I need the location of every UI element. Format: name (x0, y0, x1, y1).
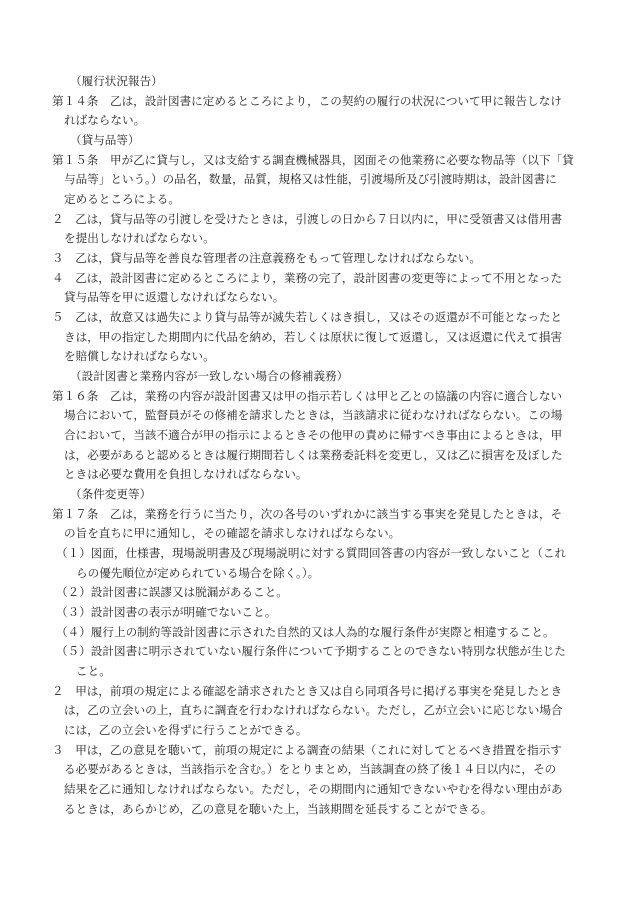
article-15-text-cont: 定めるところによる。 (64, 192, 180, 206)
article-17-item-5-cont: こと。 (76, 664, 111, 678)
article-17-para-3-cont: 結果を乙に通知しなければならない。ただし，その期間内に通知できないやむを得ない理由があ (64, 782, 563, 796)
heading-condition-change: （条件変更等） (70, 487, 152, 501)
article-17-para-2: ２ 甲は，前項の規定による確認を請求されたとき又は自ら同項各号に掲げる事実を発見したとき (52, 684, 563, 698)
article-17-text-cont: の旨を直ちに甲に通知し，その確認を請求しなければならない。 (64, 526, 401, 540)
article-17-para-2-cont: は，乙の立会いの上，直ちに調査を行わなければならない。ただし，乙が立会いに応じない場合 (64, 703, 563, 717)
article-15-para-4-cont: 貸与品等を甲に返還しなければならない。 (64, 290, 285, 304)
article-16-text-cont: は，必要があると認めるときは履行期間若しくは業務委託料を変更し，又は乙に損害を及ぼした (64, 448, 563, 462)
article-15-para-5-cont: を賠償しなければならない。 (64, 349, 215, 363)
article-17-para-3-cont: るときは，あらかじめ，乙の意見を聴いた上，当該期間を延長することができる。 (64, 802, 493, 816)
article-16-text-cont: 場合において，監督員がその修補を請求したときは，当該請求に従わなければならない。この場 (64, 408, 563, 422)
article-17-item-2: （２）設計図書に誤謬又は脱漏があること。 (56, 585, 288, 599)
article-17-para-2-cont: には，乙の立会いを得ずに行うことができる。 (64, 723, 308, 737)
article-16-text-cont: ときは必要な費用を負担しなければならない。 (64, 467, 308, 481)
article-17-item-5: （５）設計図書に明示されていない履行条件について予期することのできない特別な状態が生じた (56, 644, 566, 658)
heading-loaned-items: （貸与品等） (70, 133, 140, 147)
article-17-item-4: （４）履行上の制約等設計図書に示された自然的又は人為的な履行条件が実際と相違すること。 (56, 625, 555, 639)
article-14-text: 第１４条 乙は，設計図書に定めるところにより，この契約の履行の状況について甲に報告しなけ (52, 94, 562, 108)
article-17-para-3: ３ 甲は，乙の意見を聴いて，前項の規定による調査の結果（これに対してとるべき措置を指示す (52, 743, 562, 757)
article-15-para-5-cont: きは，甲の指定した期間内に代品を納め，若しくは原状に復して返還し，又は返還に代えて損害 (64, 330, 563, 344)
article-17-text: 第１７条 乙は，業務を行うに当たり，次の各号のいずれかに該当する事実を発見したときは，そ (52, 507, 563, 521)
article-15-text-cont: 与品等」という。）の品名，数量，品質，規格又は性能，引渡場所及び引渡時期は，設計図書に (64, 172, 557, 186)
article-15-para-5: ５ 乙は，故意又は過失により貸与品等が滅失若しくはき損し，又はその返還が不可能となったと (52, 310, 563, 324)
article-15-para-3: ３ 乙は，貸与品等を善良な管理者の注意義務をもって管理しなければならない。 (52, 251, 481, 265)
article-15-para-2: ２ 乙は，貸与品等の引渡しを受けたときは，引渡しの日から７日以内に，甲に受領書又は借用書 (52, 212, 563, 226)
article-17-item-1-cont: らの優先順位が定められている場合を除く。）。 (76, 566, 320, 580)
article-15-para-4: ４ 乙は，設計図書に定めるところにより，業務の完了，設計図書の変更等によって不用となった (52, 271, 563, 285)
article-17-item-3: （３）設計図書の表示が明確でないこと。 (56, 605, 277, 619)
article-16-text-cont: 合において，当該不適合が甲の指示によるときその他甲の責めに帰すべき事由によるときは，甲 (64, 428, 563, 442)
article-17-para-3-cont: る必要があるときは，当該指示を含む。）をとりまとめ，当該調査の終了後１４日以内に，その (64, 762, 557, 776)
heading-progress-report: （履行状況報告） (70, 74, 163, 88)
article-17-item-1: （１）図面，仕様書，現場説明書及び現場説明に対する質問回答書の内容が一致しないこと（これ (56, 546, 567, 560)
article-16-text: 第１６条 乙は，業務の内容が設計図書又は甲の指示若しくは甲と乙との協議の内容に適合しない (52, 389, 563, 403)
article-15-para-2-cont: を提出しなければならない。 (64, 231, 215, 245)
article-15-text: 第１５条 甲が乙に貸与し，又は支給する調査機械器具，図面その他業務に必要な物品等（以下「貸 (52, 153, 574, 167)
heading-repair-obligation: （設計図書と業務内容が一致しない場合の修補義務） (70, 369, 349, 383)
article-14-text-cont: ればならない。 (64, 113, 146, 127)
